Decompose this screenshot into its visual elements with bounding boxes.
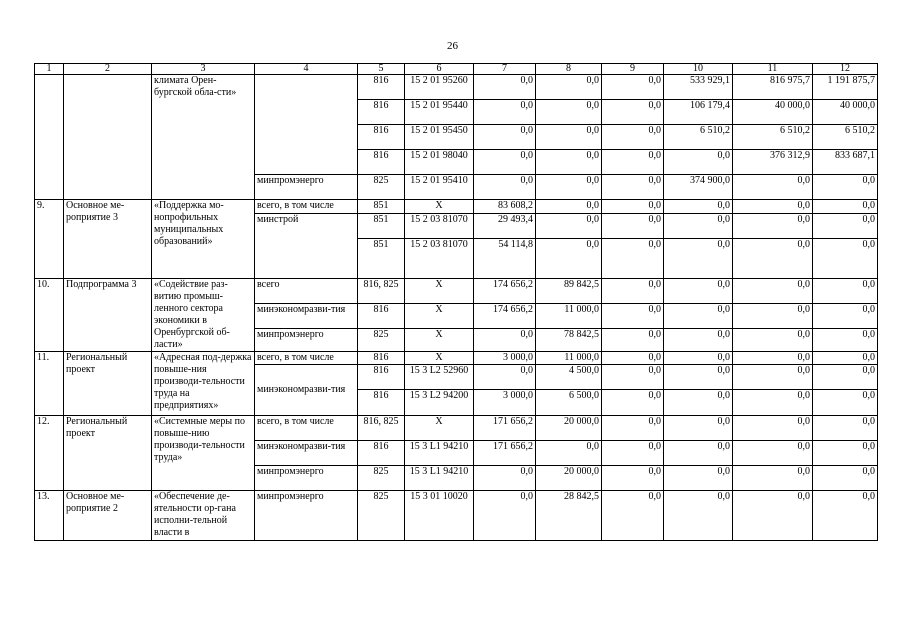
cell-value: 83 608,2 <box>474 200 536 214</box>
cell-executor: минпромэнерго <box>255 175 358 200</box>
cell-value: 20 000,0 <box>536 416 602 441</box>
cell-value: 0,0 <box>813 491 878 541</box>
cell-value: 171 656,2 <box>474 441 536 466</box>
cell-value: 0,0 <box>813 441 878 466</box>
cell-executor: всего, в том числе <box>255 416 358 441</box>
cell-value: 174 656,2 <box>474 279 536 304</box>
col-header: 6 <box>405 64 474 75</box>
cell-code: 825 <box>358 466 405 491</box>
cell-number: 9. <box>35 200 64 279</box>
cell-number <box>35 75 64 200</box>
budget-table <box>34 63 878 541</box>
cell-kbk: 15 3 01 10020 <box>405 491 474 541</box>
cell-value: 89 842,5 <box>536 279 602 304</box>
table-row <box>35 279 878 304</box>
cell-code: 825 <box>358 329 405 352</box>
cell-value: 0,0 <box>733 175 813 200</box>
cell-value: 0,0 <box>536 150 602 175</box>
cell-executor: минстрой <box>255 214 358 279</box>
col-header: 1 <box>35 64 64 75</box>
cell-value: 0,0 <box>602 75 664 100</box>
cell-value: 0,0 <box>602 279 664 304</box>
cell-value: 0,0 <box>474 75 536 100</box>
cell-code: 816 <box>358 441 405 466</box>
cell-title: «Содействие раз-витию промыш-ленного сектора экономики в Оренбургской об-ласти» <box>152 279 255 352</box>
cell-value: 6 510,2 <box>733 125 813 150</box>
cell-value: 0,0 <box>664 365 733 390</box>
cell-value: 0,0 <box>536 214 602 239</box>
cell-title: «Поддержка мо-нопрофильных муниципальных образований» <box>152 200 255 279</box>
cell-code: 816 <box>358 125 405 150</box>
cell-value: 0,0 <box>664 304 733 329</box>
cell-kbk: 15 2 03 81070 <box>405 214 474 239</box>
table-row <box>35 416 878 441</box>
cell-number: 13. <box>35 491 64 541</box>
cell-code: 825 <box>358 491 405 541</box>
cell-executor: минэкономразви-тия <box>255 365 358 416</box>
cell-kbk: 15 3 L1 94210 <box>405 466 474 491</box>
cell-value: 0,0 <box>474 466 536 491</box>
cell-title: «Системные меры по повыше-нию производи-тельности труда» <box>152 416 255 491</box>
cell-executor: минпромэнерго <box>255 329 358 352</box>
col-header: 8 <box>536 64 602 75</box>
cell-code: 816 <box>358 150 405 175</box>
cell-value: 171 656,2 <box>474 416 536 441</box>
cell-type: Подпрограмма 3 <box>64 279 152 352</box>
header-row <box>35 64 878 75</box>
cell-code: 851 <box>358 214 405 239</box>
cell-kbk: Х <box>405 329 474 352</box>
col-header: 12 <box>813 64 878 75</box>
col-header: 2 <box>64 64 152 75</box>
cell-value: 0,0 <box>733 200 813 214</box>
cell-value: 0,0 <box>813 304 878 329</box>
col-header: 9 <box>602 64 664 75</box>
cell-value: 0,0 <box>602 441 664 466</box>
cell-code: 825 <box>358 175 405 200</box>
cell-executor: минпромэнерго <box>255 491 358 541</box>
cell-value: 0,0 <box>664 466 733 491</box>
cell-value: 0,0 <box>733 466 813 491</box>
cell-value: 0,0 <box>813 329 878 352</box>
cell-code: 816 <box>358 304 405 329</box>
cell-type: Основное ме-роприятие 2 <box>64 491 152 541</box>
col-header: 5 <box>358 64 405 75</box>
cell-value: 29 493,4 <box>474 214 536 239</box>
cell-value: 0,0 <box>813 365 878 390</box>
cell-kbk: Х <box>405 304 474 329</box>
cell-title: климата Орен-бургской обла-сти» <box>152 75 255 200</box>
cell-value: 0,0 <box>536 100 602 125</box>
table-row <box>35 75 878 100</box>
cell-value: 0,0 <box>474 175 536 200</box>
cell-value: 174 656,2 <box>474 304 536 329</box>
cell-value: 0,0 <box>664 214 733 239</box>
cell-value: 374 900,0 <box>664 175 733 200</box>
cell-value: 0,0 <box>733 390 813 416</box>
cell-value: 376 312,9 <box>733 150 813 175</box>
cell-value: 0,0 <box>733 304 813 329</box>
cell-kbk: Х <box>405 279 474 304</box>
col-header: 7 <box>474 64 536 75</box>
cell-executor: минэкономразви-тия <box>255 441 358 466</box>
cell-code: 816, 825 <box>358 279 405 304</box>
cell-value: 40 000,0 <box>813 100 878 125</box>
cell-value: 0,0 <box>602 239 664 279</box>
cell-value: 0,0 <box>733 441 813 466</box>
cell-value: 0,0 <box>474 125 536 150</box>
cell-title: «Обеспечение де-ятельности ор-гана исполни-тельной власти в <box>152 491 255 541</box>
cell-value: 0,0 <box>813 390 878 416</box>
cell-kbk: 15 3 L2 52960 <box>405 365 474 390</box>
cell-kbk: 15 3 L1 94210 <box>405 441 474 466</box>
cell-type: Региональный проект <box>64 416 152 491</box>
cell-value: 0,0 <box>474 491 536 541</box>
cell-value: 0,0 <box>733 239 813 279</box>
cell-value: 0,0 <box>733 329 813 352</box>
cell-value: 106 179,4 <box>664 100 733 125</box>
cell-value: 0,0 <box>474 365 536 390</box>
cell-value: 4 500,0 <box>536 365 602 390</box>
cell-executor: всего, в том числе <box>255 352 358 365</box>
cell-kbk: Х <box>405 200 474 214</box>
cell-value: 0,0 <box>602 200 664 214</box>
cell-value: 0,0 <box>536 200 602 214</box>
cell-value: 0,0 <box>602 365 664 390</box>
cell-value: 0,0 <box>602 175 664 200</box>
cell-value: 0,0 <box>664 239 733 279</box>
cell-value: 833 687,1 <box>813 150 878 175</box>
cell-value: 3 000,0 <box>474 390 536 416</box>
cell-value: 0,0 <box>813 239 878 279</box>
cell-value: 0,0 <box>813 352 878 365</box>
cell-value: 0,0 <box>536 239 602 279</box>
cell-value: 0,0 <box>733 352 813 365</box>
cell-value: 0,0 <box>813 175 878 200</box>
table-row <box>35 200 878 214</box>
cell-kbk: 15 2 01 95440 <box>405 100 474 125</box>
cell-code: 816 <box>358 75 405 100</box>
table-row <box>35 491 878 541</box>
cell-value: 0,0 <box>813 200 878 214</box>
cell-executor: минпромэнерго <box>255 466 358 491</box>
cell-value: 0,0 <box>602 466 664 491</box>
cell-kbk: Х <box>405 416 474 441</box>
cell-value: 0,0 <box>813 214 878 239</box>
cell-type: Основное ме-роприятие 3 <box>64 200 152 279</box>
cell-value: 0,0 <box>664 352 733 365</box>
table-row <box>35 352 878 365</box>
cell-value: 6 510,2 <box>664 125 733 150</box>
cell-value: 0,0 <box>733 365 813 390</box>
cell-value: 0,0 <box>602 416 664 441</box>
cell-number: 11. <box>35 352 64 416</box>
col-header: 10 <box>664 64 733 75</box>
cell-value: 0,0 <box>813 416 878 441</box>
cell-code: 816, 825 <box>358 416 405 441</box>
cell-value: 0,0 <box>536 125 602 150</box>
cell-value: 0,0 <box>664 279 733 304</box>
cell-kbk: 15 2 01 95450 <box>405 125 474 150</box>
cell-kbk: 15 2 03 81070 <box>405 239 474 279</box>
cell-value: 0,0 <box>474 100 536 125</box>
cell-value: 1 191 875,7 <box>813 75 878 100</box>
col-header: 11 <box>733 64 813 75</box>
cell-number: 10. <box>35 279 64 352</box>
cell-value: 0,0 <box>602 304 664 329</box>
cell-executor: всего <box>255 279 358 304</box>
cell-value: 0,0 <box>664 329 733 352</box>
cell-value: 28 842,5 <box>536 491 602 541</box>
cell-value: 40 000,0 <box>733 100 813 125</box>
cell-executor <box>255 75 358 175</box>
cell-value: 0,0 <box>474 150 536 175</box>
cell-value: 20 000,0 <box>536 466 602 491</box>
cell-value: 0,0 <box>733 279 813 304</box>
cell-value: 0,0 <box>733 491 813 541</box>
cell-value: 0,0 <box>733 416 813 441</box>
cell-value: 6 500,0 <box>536 390 602 416</box>
col-header: 4 <box>255 64 358 75</box>
cell-value: 11 000,0 <box>536 304 602 329</box>
cell-value: 816 975,7 <box>733 75 813 100</box>
cell-code: 851 <box>358 200 405 214</box>
cell-value: 0,0 <box>664 200 733 214</box>
cell-value: 6 510,2 <box>813 125 878 150</box>
cell-executor: минэкономразви-тия <box>255 304 358 329</box>
cell-value: 0,0 <box>536 441 602 466</box>
cell-code: 816 <box>358 352 405 365</box>
cell-value: 54 114,8 <box>474 239 536 279</box>
cell-value: 0,0 <box>536 75 602 100</box>
cell-value: 0,0 <box>602 100 664 125</box>
cell-kbk: 15 2 01 95260 <box>405 75 474 100</box>
cell-value: 0,0 <box>474 329 536 352</box>
cell-value: 0,0 <box>602 214 664 239</box>
cell-value: 0,0 <box>664 390 733 416</box>
cell-value: 0,0 <box>664 441 733 466</box>
cell-value: 78 842,5 <box>536 329 602 352</box>
cell-value: 11 000,0 <box>536 352 602 365</box>
cell-executor: всего, в том числе <box>255 200 358 214</box>
cell-value: 533 929,1 <box>664 75 733 100</box>
cell-kbk: Х <box>405 352 474 365</box>
cell-type: Региональный проект <box>64 352 152 416</box>
cell-code: 851 <box>358 239 405 279</box>
col-header: 3 <box>152 64 255 75</box>
cell-value: 0,0 <box>602 125 664 150</box>
cell-value: 0,0 <box>813 279 878 304</box>
cell-title: «Адресная под-держка повыше-ния производи-тельности труда на предприятиях» <box>152 352 255 416</box>
cell-value: 0,0 <box>602 390 664 416</box>
cell-number: 12. <box>35 416 64 491</box>
cell-code: 816 <box>358 100 405 125</box>
cell-value: 0,0 <box>602 352 664 365</box>
cell-code: 816 <box>358 390 405 416</box>
cell-kbk: 15 2 01 95410 <box>405 175 474 200</box>
cell-value: 0,0 <box>664 150 733 175</box>
cell-value: 0,0 <box>664 491 733 541</box>
cell-value: 0,0 <box>602 491 664 541</box>
cell-value: 0,0 <box>664 416 733 441</box>
cell-kbk: 15 3 L2 94200 <box>405 390 474 416</box>
cell-type <box>64 75 152 200</box>
cell-value: 0,0 <box>536 175 602 200</box>
cell-code: 816 <box>358 365 405 390</box>
page-number: 26 <box>447 40 458 52</box>
cell-value: 0,0 <box>813 466 878 491</box>
cell-value: 0,0 <box>733 214 813 239</box>
cell-value: 0,0 <box>602 329 664 352</box>
cell-value: 0,0 <box>602 150 664 175</box>
cell-kbk: 15 2 01 98040 <box>405 150 474 175</box>
cell-value: 3 000,0 <box>474 352 536 365</box>
